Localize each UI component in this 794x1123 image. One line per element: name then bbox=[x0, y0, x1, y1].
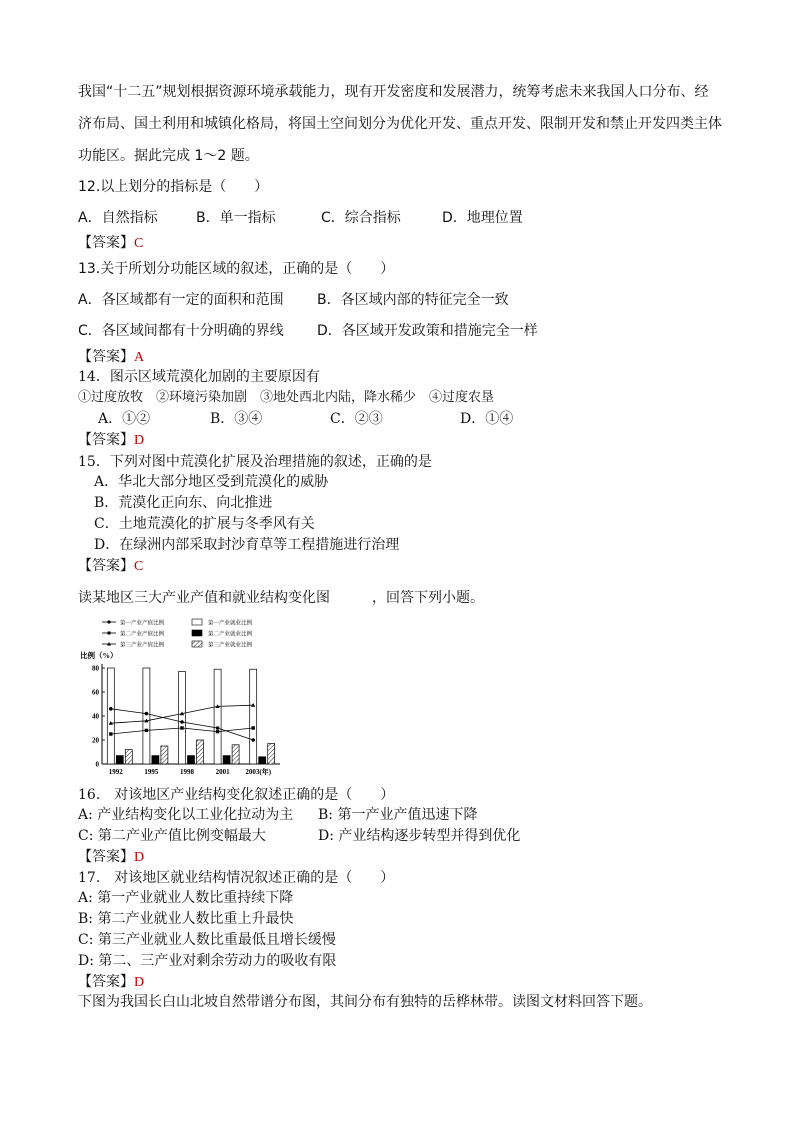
q17-option-c: C: 第三产业就业人数比重最低且增长缓慢 bbox=[78, 932, 336, 948]
q12-option-d: D．地理位置 bbox=[442, 210, 523, 226]
q16-option-c: C: 第二产业产值比例变幅最大 bbox=[78, 828, 266, 844]
secondary-employment-bar bbox=[116, 756, 123, 764]
q15-option-b: B．荒漠化正向东、向北推进 bbox=[94, 495, 273, 511]
q14-stem: 14．图示区域荒漠化加剧的主要原因有 bbox=[78, 369, 320, 385]
q16-option-d: D: 产业结构逐步转型并得到优化 bbox=[318, 828, 521, 844]
tertiary-employment-bar bbox=[268, 744, 275, 764]
secondary-output-point bbox=[109, 732, 112, 735]
legend-bar-swatch bbox=[192, 630, 202, 636]
legend-label: 第三产业就业比例 bbox=[208, 642, 253, 649]
q14-option-a: A．①② bbox=[98, 411, 151, 427]
passage-2: 读某地区三大产业产值和就业结构变化图 ，回答下列小题。 bbox=[78, 590, 484, 606]
q17-option-d: D: 第二、三产业对剩余劳动力的吸收有限 bbox=[78, 953, 337, 969]
secondary-employment-bar bbox=[152, 756, 159, 764]
primary-employment-bar bbox=[214, 669, 221, 764]
primary-employment-bar bbox=[250, 669, 257, 764]
q16-answer bbox=[78, 848, 144, 867]
q15-option-d: D．在绿洲内部采取封沙育草等工程措施进行治理 bbox=[94, 537, 400, 553]
q12-option-c: C．综合指标 bbox=[321, 210, 401, 226]
industry-structure-chart bbox=[80, 616, 290, 781]
primary-output-point bbox=[216, 726, 220, 730]
y-axis-label: 比例（%） bbox=[80, 651, 118, 660]
q17-option-b: B: 第二产业就业人数比重上升最快 bbox=[78, 911, 294, 927]
answer-label: 【答案】 bbox=[78, 432, 134, 448]
answer-value: C bbox=[134, 236, 144, 251]
y-tick-label: 0 bbox=[95, 760, 99, 769]
legend-label: 第三产业产值比例 bbox=[120, 642, 165, 649]
x-tick-label: 1992 bbox=[108, 768, 123, 776]
passage-3: 下图为我国长白山北坡自然带谱分布图，其间分布有独特的岳桦林带。读图文材料回答下题。 bbox=[78, 994, 652, 1010]
q16-stem: 16. 对该地区产业结构变化叙述正确的是（ ） bbox=[78, 787, 395, 803]
q15-option-a: A．华北大部分地区受到荒漠化的威胁 bbox=[94, 474, 329, 490]
q12-option-b: B．单一指标 bbox=[196, 210, 276, 226]
x-tick-label: 2001 bbox=[215, 768, 230, 776]
intro-line-3: 功能区。据此完成 1～2 题。 bbox=[78, 148, 259, 164]
answer-label: 【答案】 bbox=[78, 558, 134, 574]
q16-option-b: B: 第一产业产值迅速下降 bbox=[318, 807, 478, 823]
legend-label: 第二产业就业比例 bbox=[208, 631, 253, 638]
tertiary-employment-bar bbox=[232, 745, 239, 764]
y-tick-label: 40 bbox=[92, 712, 99, 721]
answer-value: A bbox=[134, 350, 145, 365]
tertiary-employment-bar bbox=[161, 746, 168, 764]
q12-stem: 12.以上划分的指标是（ ） bbox=[78, 179, 269, 195]
tertiary-employment-bar bbox=[197, 740, 204, 764]
q17-answer bbox=[78, 973, 144, 992]
q13-stem: 13.关于所划分功能区域的叙述，正确的是（ ） bbox=[78, 261, 395, 277]
q12-answer bbox=[78, 234, 143, 253]
q16-option-a: A: 产业结构变化以工业化拉动为主 bbox=[78, 807, 294, 823]
secondary-employment-bar bbox=[223, 756, 230, 764]
answer-value: D bbox=[134, 850, 145, 865]
secondary-output-point bbox=[216, 730, 219, 733]
legend-label: 第一产业就业比例 bbox=[208, 620, 253, 627]
answer-label: 【答案】 bbox=[78, 349, 134, 365]
primary-employment-bar bbox=[179, 672, 186, 764]
primary-output-point bbox=[180, 720, 184, 724]
answer-value: D bbox=[134, 433, 145, 448]
primary-output-point bbox=[145, 712, 149, 716]
x-tick-label: 1995 bbox=[144, 768, 159, 776]
legend-bar-swatch bbox=[192, 619, 202, 625]
x-tick-label: 1998 bbox=[180, 768, 194, 776]
q14-option-d: D．①④ bbox=[460, 411, 514, 427]
answer-value: D bbox=[134, 975, 145, 990]
legend-label: 第二产业产值比例 bbox=[120, 631, 165, 638]
q15-stem: 15．下列对图中荒漠化扩展及治理措施的叙述，正确的是 bbox=[78, 454, 432, 470]
secondary-employment-bar bbox=[259, 757, 266, 764]
intro-line-2: 济布局、国土利用和城镇化格局，将国土空间划分为优化开发、重点开发、限制开发和禁止开发四类主体 bbox=[78, 116, 722, 132]
secondary-output-point bbox=[145, 729, 148, 732]
y-tick-label: 60 bbox=[92, 688, 99, 697]
q13-option-b: B．各区域内部的特征完全一致 bbox=[317, 292, 509, 308]
tertiary-employment-bar bbox=[125, 750, 132, 764]
q13-option-a: A．各区域都有一定的面积和范围 bbox=[78, 292, 284, 308]
q13-option-d: D．各区域开发政策和措施完全一样 bbox=[317, 323, 538, 339]
primary-employment-bar bbox=[143, 668, 150, 764]
legend-circle-marker bbox=[107, 620, 110, 623]
answer-label: 【答案】 bbox=[78, 974, 134, 990]
q15-option-c: C．土地荒漠化的扩展与冬季风有关 bbox=[94, 516, 315, 532]
q14-option-b: B．③④ bbox=[210, 411, 263, 427]
primary-output-point bbox=[109, 707, 113, 711]
q14-factors: ①过度放牧 ②环境污染加剧 ③地处西北内陆，降水稀少 ④过度农垦 bbox=[78, 390, 495, 405]
x-tick-label: 2003(年) bbox=[245, 768, 272, 776]
legend-bar-swatch bbox=[192, 641, 202, 647]
q13-option-c: C．各区域间都有十分明确的界线 bbox=[78, 323, 284, 339]
y-tick-label: 20 bbox=[92, 736, 99, 745]
q17-stem: 17. 对该地区就业结构情况叙述正确的是（ ） bbox=[78, 870, 395, 886]
primary-output-point bbox=[251, 738, 255, 742]
q15-answer bbox=[78, 557, 143, 576]
intro-line-1: 我国“十二五”规划根据资源环境承载能力，现有开发密度和发展潜力，统筹考虑未来我国人口分布、经 bbox=[78, 84, 709, 100]
answer-label: 【答案】 bbox=[78, 235, 134, 251]
secondary-employment-bar bbox=[188, 756, 195, 764]
legend-square-marker bbox=[108, 632, 111, 635]
q17-option-a: A: 第一产业就业人数比重持续下降 bbox=[78, 890, 294, 906]
answer-value: C bbox=[134, 559, 144, 574]
q14-answer bbox=[78, 431, 144, 450]
secondary-output-point bbox=[180, 726, 183, 729]
q14-option-c: C．②③ bbox=[330, 411, 383, 427]
secondary-output-point bbox=[252, 726, 255, 729]
legend-label: 第一产业产值比例 bbox=[120, 620, 165, 627]
y-tick-label: 80 bbox=[92, 664, 99, 673]
primary-employment-bar bbox=[107, 668, 114, 764]
q13-answer bbox=[78, 348, 144, 367]
answer-label: 【答案】 bbox=[78, 849, 134, 865]
q12-option-a: A．自然指标 bbox=[78, 210, 158, 226]
